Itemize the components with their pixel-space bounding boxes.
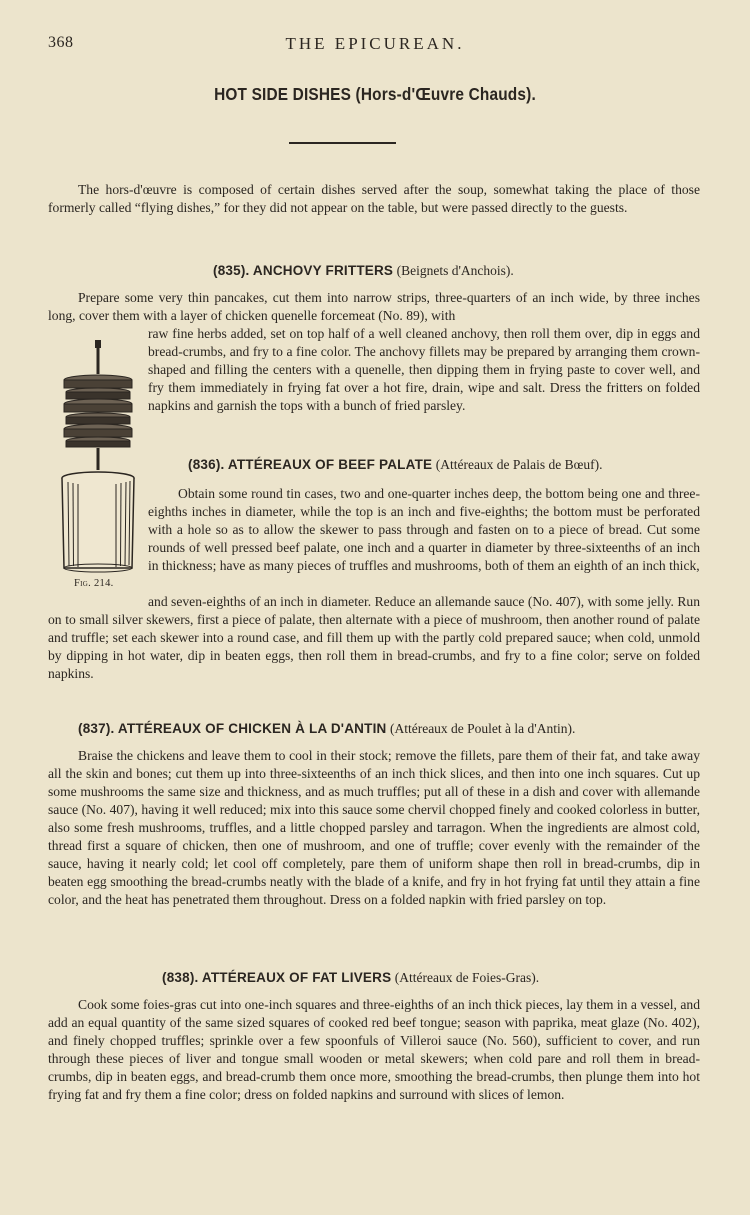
recipe-french-title: (Attéreaux de Palais de Bœuf).: [435, 457, 603, 472]
recipe-heading-838: [162, 970, 750, 987]
recipe-french-title: (Attéreaux de Poulet à la d'Antin).: [389, 721, 576, 736]
recipe-838-body: Cook some foies-gras cut into one-inch squares and three-eighths of an inch thick pieces, lay them in a vessel, and add an equal quantity of the same sized squares of cooked red beef tongue; season with paprika, meat glaze (No. 402), and finely chopped truffles; sprinkle over a few spoonfuls of Villeroi sauce (No. 560), sufficient to cover, and run through these pieces of liver and tongue small wooden or metal skewers; when cold pare and roll them in bread-crumbs, dip in beaten eggs, and bread-crumb them once more, smoothing the bread-crumbs, then plunge them into hot frying fat and fry them a fine color; dress on folded napkins and surround with slices of lemon.: [48, 997, 700, 1102]
recipe-835-body: raw fine herbs added, set on top half of a well cleaned anchovy, then roll them over, dip in eggs and bread-crumbs, and fry to a fine color. The anchovy fillets may be prepared by arranging them crown-shaped and filling the centers with a quenelle, then dipping them in frying paste to cover well, and fry them immediately in frying fat over a hot fire, drain, wipe and salt. Dress the fritters on folded napkins and garnish the tops with a bunch of fried parsley.: [148, 326, 700, 413]
recipe-836-body: Obtain some round tin cases, two and one-quarter inches deep, the bottom being one and three-eighths inches in diameter, while the top is an inch and five-eighths; the bottom must be perforated with a hole so as to allow the skewer to pass through and fasten on to a piece of bread. Cut some rounds of well pressed beef palate, one inch and a quarter in diameter by three-sixteenths of an inch in thickness; have as many pieces of truffles and mushrooms, both of them an eighth of an inch thick,: [148, 486, 700, 573]
skewer-mold-illustration-icon: [58, 340, 138, 590]
book-title: THE EPICUREAN.: [285, 34, 465, 53]
recipe-title: (838). ATTÉREAUX OF FAT LIVERS: [162, 970, 392, 985]
section-title: HOT SIDE DISHES (Hors-d'Œuvre Chauds).: [214, 84, 536, 104]
recipe-835-lead: Prepare some very thin pancakes, cut them into narrow strips, three-quarters of an inch wide, by three inches long, cover them with a layer of chicken quenelle forcemeat (No. 89), with: [48, 290, 700, 323]
recipe-title: (836). ATTÉREAUX OF BEEF PALATE: [188, 457, 433, 472]
recipe-french-title: (Attéreaux de Foies-Gras).: [394, 970, 540, 985]
recipe-french-title: (Beignets d'Anchois).: [396, 263, 514, 278]
figure-caption: Fig. 214.: [74, 578, 114, 589]
running-head: [48, 34, 702, 54]
recipe-title: (837). ATTÉREAUX OF CHICKEN À LA D'ANTIN: [78, 721, 387, 736]
recipe-title: (835). ANCHOVY FRITTERS: [213, 263, 394, 278]
recipe-836-continuation: and seven-eighths of an inch in diameter. Reduce an allemande sauce (No. 407), with some jelly. Run on to small silver skewers, first a piece of palate, then alternate with a piece of mushroom, then another round of palate and truffle; set each skewer into a round case, and fill them up with the partly cold prepared sauce; when cold, unmold by dipping in hot water, dip in beaten eggs, then roll them in bread-crumbs, and fry to a fine color; serve on folded napkins.: [48, 594, 700, 681]
recipe-heading-835: [213, 263, 750, 280]
recipe-837-body: Braise the chickens and leave them to cool in their stock; remove the fillets, pare them of their fat, and take away all the skin and bones; cut them up into three-sixteenths of an inch thick slices, and then into one inch squares. Cut up some mushrooms the same size and thickness, and as much truffles; put all of these in a dish and cover with allemande sauce (No. 407), having it well reduced; mix into this sauce some chervil chopped finely and cooked colorless in butter, also some fresh mushrooms, truffles, and a little chopped parsley and tarragon. When the ingredients are almost cold, thread first a square of chicken, then one of mushroom, and one of truffle; cover evenly with the remainder of the sauce, having it nearly cold; let cool off completely, pare them of uniform shape then roll in bread-crumbs, dip in beaten egg smoothing the bread-crumbs neatly with the blade of a knife, and fry in hot frying fat until they attain a fine color, and the heat has penetrated them throughout. Dress on a folded napkin with fried parsley on top.: [48, 748, 700, 907]
title-rule: [289, 142, 396, 144]
recipe-heading-836: [188, 457, 750, 474]
recipe-heading-837: [78, 721, 750, 738]
page-number: 368: [48, 34, 74, 51]
intro-paragraph: The hors-d'œuvre is composed of certain dishes served after the soup, somewhat taking the place of those formerly called “flying dishes,” for they did not appear on the table, but were passed directly to the guests.: [48, 182, 700, 215]
